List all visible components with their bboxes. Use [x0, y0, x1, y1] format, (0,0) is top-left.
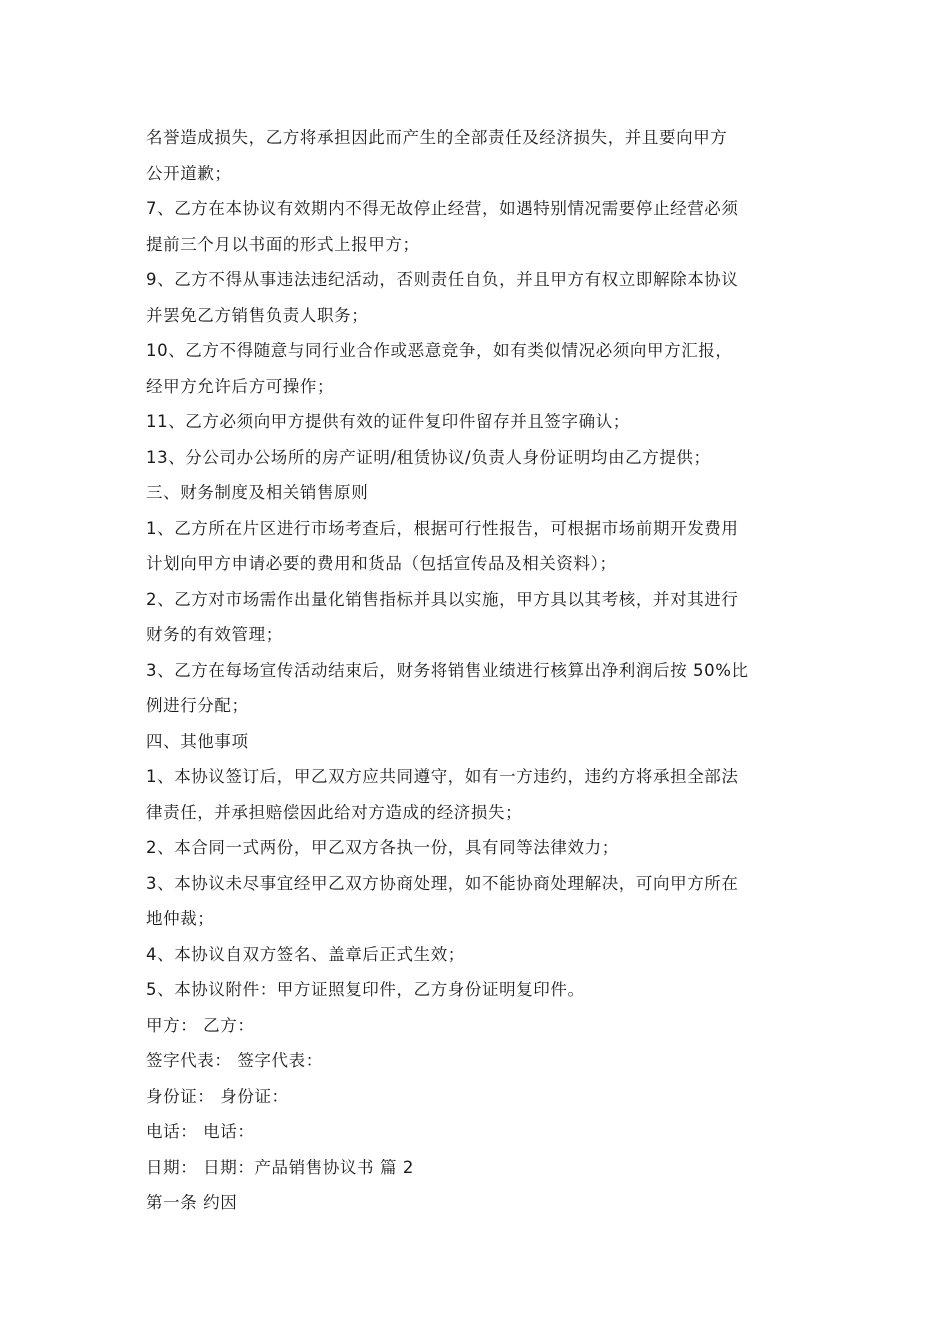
- text-line: 律责任，并承担赔偿因此给对方造成的经济损失；: [146, 802, 523, 822]
- signature-phone-line: 电话： 电话：: [146, 1122, 255, 1141]
- text-line: 名誉造成损失，乙方将承担因此而产生的全部责任及经济损失，并且要向甲方: [146, 128, 728, 147]
- section-heading: 三、财务制度及相关销售原则: [146, 483, 369, 502]
- text-line: 公开道歉；: [146, 163, 232, 183]
- text-line: 提前三个月以书面的形式上报甲方；: [146, 234, 420, 254]
- signature-representative-line: 签字代表： 签字代表：: [146, 1051, 323, 1070]
- text-line: 1、乙方所在片区进行市场考查后，根据可行性报告，可根据市场前期开发费用: [146, 518, 739, 538]
- signature-date-line: 日期： 日期：产品销售协议书 篇 2: [146, 1157, 415, 1177]
- text-line: 财务的有效管理；: [146, 625, 283, 644]
- article-heading: 第一条 约因: [146, 1193, 238, 1212]
- text-line: 2、本合同一式两份，甲乙双方各执一份，具有同等法律效力；: [146, 838, 619, 857]
- text-line: 9、乙方不得从事违法违纪活动，否则责任自负，并且甲方有权立即解除本协议: [146, 270, 739, 289]
- text-line: 13、分公司办公场所的房产证明/租赁协议/负责人身份证明均由乙方提供；: [146, 447, 711, 467]
- signature-id-line: 身份证： 身份证：: [146, 1086, 289, 1106]
- text-line: 3、乙方在每场宣传活动结束后，财务将销售业绩进行核算出净利润后按 50%比: [146, 660, 749, 680]
- text-line: 并罢免乙方销售负责人职务；: [146, 305, 369, 325]
- signature-party-line: 甲方： 乙方：: [146, 1015, 255, 1035]
- text-line: 计划向甲方申请必要的费用和货品（包括宣传品及相关资料）；: [146, 554, 617, 573]
- section-heading: 四、其他事项: [146, 731, 249, 751]
- text-line: 经甲方允许后方可操作；: [146, 376, 335, 396]
- document-body: [146, 120, 816, 1221]
- text-line: 地仲裁；: [146, 909, 215, 928]
- text-line: 4、本协议自双方签名、盖章后正式生效；: [146, 944, 465, 964]
- text-line: 7、乙方在本协议有效期内不得无故停止经营，如遇特别情况需要停止经营必须: [146, 199, 739, 218]
- text-line: 5、本协议附件：甲方证照复印件，乙方身份证明复印件。: [146, 980, 585, 999]
- text-line: 3、本协议未尽事宜经甲乙双方协商处理，如不能协商处理解决，可向甲方所在: [146, 873, 739, 893]
- text-line: 2、乙方对市场需作出量化销售指标并具以实施，甲方具以其考核，并对其进行: [146, 589, 739, 609]
- text-line: 11、乙方必须向甲方提供有效的证件复印件留存并且签字确认；: [146, 412, 630, 431]
- text-line: 例进行分配；: [146, 696, 249, 715]
- text-line: 10、乙方不得随意与同行业合作或恶意竞争，如有类似情况必须向甲方汇报，: [146, 341, 733, 360]
- text-line: 1、本协议签订后，甲乙双方应共同遵守，如有一方违约，违约方将承担全部法: [146, 767, 739, 786]
